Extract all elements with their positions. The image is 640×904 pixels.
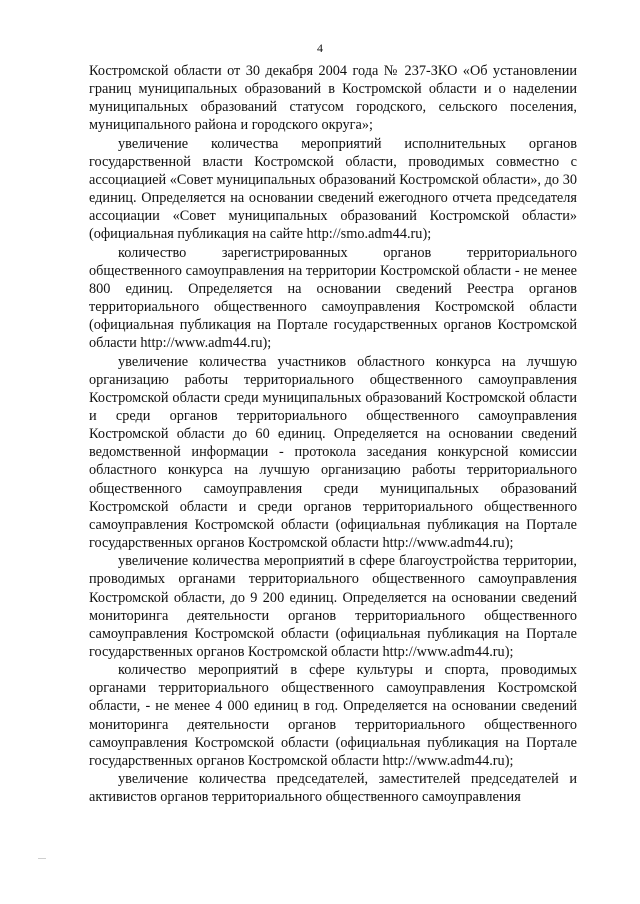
paragraph-contest-participants: увеличение количества участников областного конкурса на лучшую организацию работы территориального общественного самоуправления Костромской области среди муниципальных образований Костромской области и среди органов территориального общественного самоуправления Костромской области до 60 единиц. Определяется на основании сведений ведомственной информации - протокола заседания конкурсной комиссии областного конкурса на лучшую организацию работы территориального общественного самоуправления среди муниципальных образований Костромской области и среди органов территориального общественного самоуправления Костромской области (официальная публикация на Портале государственных органов Костромской области http://www.adm44.ru); (89, 353, 577, 552)
document-body (89, 62, 577, 806)
paragraph-registered-tos: количество зарегистрированных органов территориального общественного самоуправления на территории Костромской области - не менее 800 единиц. Определяется на основании сведений Реестра органов территориального общественного самоуправления Костромской области (официальная публикация на Портале государственных органов Костромской области http://www.adm44.ru); (89, 244, 577, 352)
paragraph-chairpersons: увеличение количества председателей, заместителей председателей и активистов органов территориального общественного самоуправления (89, 771, 577, 806)
paragraph-culture-sport-events: количество мероприятий в сфере культуры и спорта, проводимых органами территориального общественного самоуправления Костромской области, - не менее 4 000 единиц в год. Определяется на основании сведений мониторинга деятельности органов территориального общественного самоуправления Костромской области (официальная публикация на Портале государственных органов Костромской области http://www.adm44.ru); (89, 662, 577, 769)
page-number: 4 (317, 41, 323, 55)
paragraph-improvement-events: увеличение количества мероприятий в сфере благоустройства территории, проводимых органами территориального общественного самоуправления Костромской области, до 9 200 единиц. Определяется на основании сведений мониторинга деятельности органов территориального общественного самоуправления Костромской области (официальная публикация на Портале государственных органов Костромской области http://www.adm44.ru); (89, 553, 577, 660)
scan-mark (38, 858, 46, 859)
paragraph-law-reference: Костромской области от 30 декабря 2004 года № 237-ЗКО «Об установлении границ муниципальных образований в Костромской области и о наделении муниципальных образований статусом городского, сельского поселения, муниципального района и городского округа»; (89, 63, 577, 134)
paragraph-council-events: увеличение количества мероприятий исполнительных органов государственной власти Костромской области, проводимых совместно с ассоциацией «Совет муниципальных образований Костромской области», до 30 единиц. Определяется на основании сведений ежегодного отчета председателя ассоциации «Совет муниципальных образований Костромской области» (официальная публикация на сайте http://smo.adm44.ru); (89, 135, 577, 243)
